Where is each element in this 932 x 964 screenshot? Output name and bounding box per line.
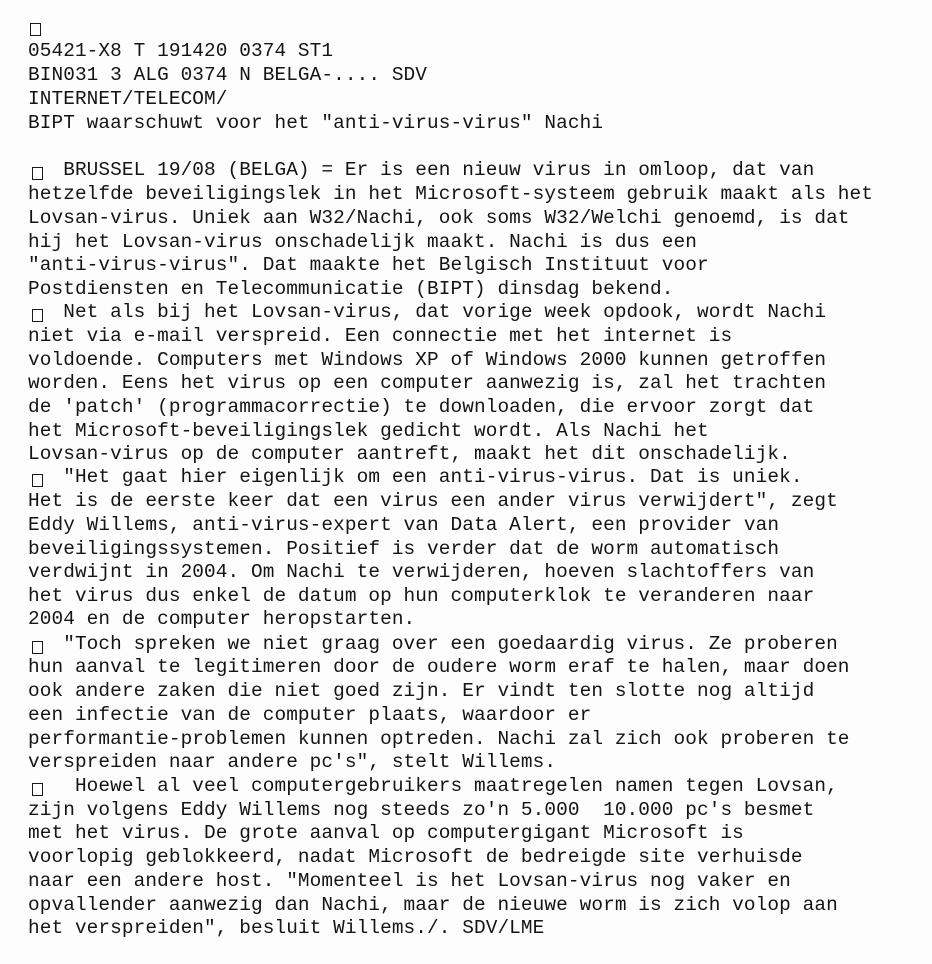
body-line: "anti-virus-virus". Dat maakte het Belgisch Instituut voor (28, 254, 709, 276)
body-line: hun aanval te legitimeren door de oudere worm eraf te halen, maar doen (28, 656, 850, 678)
body-line: performantie-problemen kunnen optreden. Nachi zal zich ook proberen te (28, 728, 850, 750)
body-line: beveiligingssystemen. Positief is verder dat de worm automatisch (28, 538, 780, 560)
body-line: Het is de eerste keer dat een virus een ander virus verwijdert", zegt (28, 490, 838, 512)
body-line: 2004 en de computer heropstarten. (28, 608, 416, 630)
body-line: ook andere zaken die niet goed zijn. Er vindt ten slotte nog altijd (28, 680, 815, 702)
body-line: de 'patch' (programmacorrectie) te downloaden, die ervoor zorgt dat (28, 396, 815, 418)
body-line: hetzelfde beveiligingslek in het Microsoft-systeem gebruik maakt als het (28, 183, 874, 205)
body-line: een infectie van de computer plaats, waardoor er (28, 704, 592, 726)
body-line: met het virus. De grote aanval op computergigant Microsoft is (28, 822, 744, 844)
body-line: Lovsan-virus op de computer aantreft, maakt het dit onschadelijk. (28, 443, 791, 465)
body-line: niet via e-mail verspreid. Een connectie met het internet is (28, 325, 733, 347)
body-line: voldoende. Computers met Windows XP of Windows 2000 kunnen getroffen (28, 349, 827, 371)
body-line: Net als bij het Lovsan-virus, dat vorige week opdook, wordt Nachi (28, 301, 827, 323)
body-line: opvallender aanwezig dan Nachi, maar de nieuwe worm is zich volop aan (28, 894, 838, 916)
category-line: INTERNET/TELECOM/ (28, 88, 228, 110)
header-code-line-2: BIN031 3 ALG 0374 N BELGA-.... SDV (28, 64, 428, 86)
body-line: het Microsoft-beveiligingslek gedicht wordt. Als Nachi het (28, 420, 709, 442)
body-line: voorlopig geblokkeerd, nadat Microsoft de bedreigde site verhuisde (28, 846, 803, 868)
body-line: BRUSSEL 19/08 (BELGA) = Er is een nieuw virus in omloop, dat van (28, 159, 815, 181)
body-line: Postdiensten en Telecommunicatie (BIPT) dinsdag bekend. (28, 278, 674, 300)
headline: BIPT waarschuwt voor het "anti-virus-virus" Nachi (28, 112, 604, 134)
body-line: naar een andere host. "Momenteel is het Lovsan-virus nog vaker en (28, 870, 791, 892)
body-line: hij het Lovsan-virus onschadelijk maakt. Nachi is dus een (28, 231, 697, 253)
body-line: het virus dus enkel de datum op hun computerklok te veranderen naar (28, 585, 815, 607)
body-line: Eddy Willems, anti-virus-expert van Data Alert, een provider van (28, 514, 780, 536)
body-line: Hoewel al veel computergebruikers maatregelen namen tegen Lovsan, (28, 775, 838, 797)
body-line: verdwijnt in 2004. Om Nachi te verwijderen, hoeven slachtoffers van (28, 561, 815, 583)
body-line: zijn volgens Eddy Willems nog steeds zo'n 5.000 10.000 pc's besmet (28, 799, 815, 821)
body-line: worden. Eens het virus op een computer aanwezig is, zal het trachten (28, 372, 827, 394)
body-line: verspreiden naar andere pc's", stelt Willems. (28, 751, 557, 773)
body-line: het verspreiden", besluit Willems./. SDV/LME (28, 917, 545, 939)
body-line: Lovsan-virus. Uniek aan W32/Nachi, ook soms W32/Welchi genoemd, is dat (28, 207, 850, 229)
body-line: "Het gaat hier eigenlijk om een anti-virus-virus. Dat is uniek. (28, 466, 803, 488)
header-code-line-1: 05421-X8 T 191420 0374 ST1 (28, 40, 334, 62)
body-line: "Toch spreken we niet graag over een goedaardig virus. Ze proberen (28, 633, 838, 655)
placeholder-box-icon (30, 23, 41, 36)
